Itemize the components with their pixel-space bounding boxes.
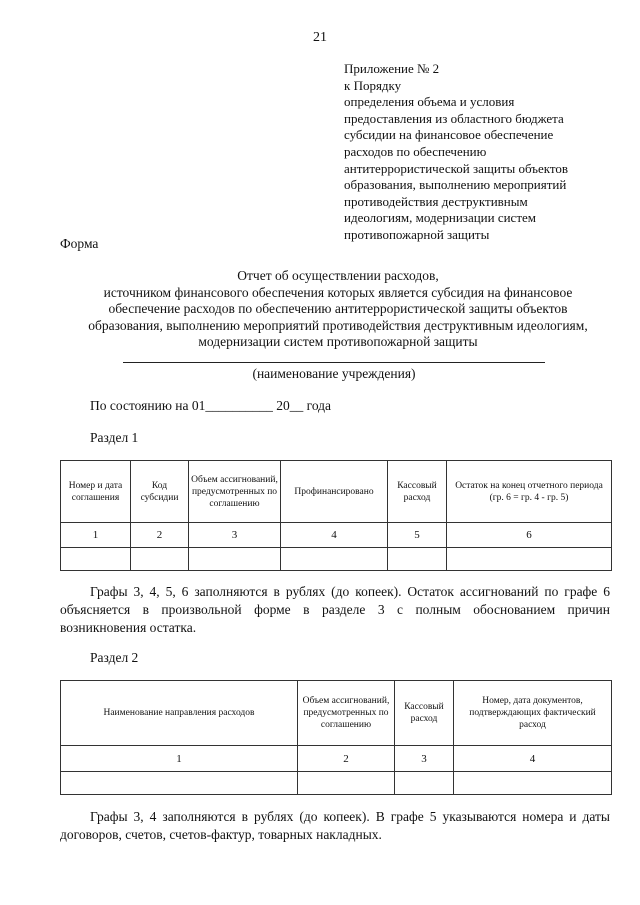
header-cell: Номер и дата соглашения (61, 461, 131, 523)
table-header-row (61, 681, 612, 746)
column-number: 3 (189, 523, 281, 548)
header-cell: Профинансировано (281, 461, 388, 523)
empty-cell[interactable] (61, 548, 131, 571)
appendix-line: противопожарной защиты (344, 226, 490, 242)
table-row (61, 548, 612, 571)
report-title (60, 268, 616, 351)
report-title-line: Отчет об осуществлении расходов, (237, 268, 439, 283)
appendix-line: к Порядку (344, 77, 402, 93)
table-row (61, 772, 612, 795)
section1-note (60, 583, 610, 637)
page-number: 21 (313, 30, 327, 45)
form-label: Форма (60, 236, 99, 251)
table-header-row (61, 461, 612, 523)
appendix-line: антитеррористической защиты объектов (344, 160, 569, 176)
note-line: Графы 3, 4, 5, 6 заполняются в рублях (до копеек). Остаток ассигнований по графе 6 (90, 584, 610, 599)
section2-note (60, 808, 610, 844)
appendix-line: противодействия деструктивным (344, 193, 528, 209)
header-cell: Наименование направления расходов (61, 681, 298, 746)
empty-cell[interactable] (281, 548, 388, 571)
empty-cell[interactable] (189, 548, 281, 571)
empty-cell[interactable] (454, 772, 612, 795)
appendix-line: идеологиям, модернизации систем (344, 210, 537, 226)
column-number: 3 (395, 746, 454, 772)
appendix-line: Приложение № 2 (344, 61, 440, 76)
empty-cell[interactable] (298, 772, 395, 795)
report-title-line: обеспечение расходов по обеспечению антитеррористической защиты объектов (108, 301, 568, 317)
empty-cell[interactable] (447, 548, 612, 571)
appendix-line: субсидии на финансовое обеспечение (344, 127, 554, 143)
column-number-row (61, 746, 612, 772)
column-number: 1 (61, 746, 298, 772)
report-title-line: образования, выполнению мероприятий противодействия деструктивным идеологиям, (88, 317, 588, 333)
empty-cell[interactable] (395, 772, 454, 795)
appendix-line: предоставления из областного бюджета (344, 110, 564, 126)
column-number: 4 (281, 523, 388, 548)
column-number-row (61, 523, 612, 548)
institution-caption: (наименование учреждения) (252, 366, 416, 381)
appendix-block (344, 61, 568, 244)
header-cell: Номер, дата документов, подтверждающих фактический расход (454, 681, 612, 746)
note-line: возникновения остатка. (60, 620, 197, 635)
institution-name-line[interactable] (123, 362, 545, 363)
report-title-line: модернизации систем противопожарной защиты (198, 334, 478, 350)
header-cell: Кассовый расход (395, 681, 454, 746)
section2-table (60, 680, 612, 795)
header-cell: Остаток на конец отчетного периода (гр. 6 = гр. 4 - гр. 5) (447, 461, 612, 523)
header-cell: Код субсидии (131, 461, 189, 523)
column-number: 4 (454, 746, 612, 772)
column-number: 5 (388, 523, 447, 548)
section1-table (60, 460, 612, 571)
report-title-line: источником финансового обеспечения которых является субсидия на финансовое (103, 284, 573, 300)
section1-title: Раздел 1 (90, 430, 139, 445)
as-of-date: По состоянию на 01__________ 20__ года (90, 398, 332, 413)
column-number: 1 (61, 523, 131, 548)
empty-cell[interactable] (61, 772, 298, 795)
section2-title: Раздел 2 (90, 650, 139, 665)
note-line: договоров, счетов, счетов-фактур, товарных накладных. (60, 827, 382, 842)
appendix-line: образования, выполнению мероприятий (344, 177, 567, 193)
note-line: объясняется в произвольной форме в разделе 3 с полным обоснованием причин (60, 602, 610, 617)
column-number: 2 (131, 523, 189, 548)
header-cell: Объем ассигнований, предусмотренных по соглашению (298, 681, 395, 746)
header-cell: Объем ассигнований, предусмотренных по соглашению (189, 461, 281, 523)
appendix-line: расходов по обеспечению (344, 143, 487, 159)
column-number: 6 (447, 523, 612, 548)
column-number: 2 (298, 746, 395, 772)
appendix-line: определения объема и условия (344, 94, 515, 110)
empty-cell[interactable] (131, 548, 189, 571)
note-line: Графы 3, 4 заполняются в рублях (до копеек). В графе 5 указываются номера и даты (90, 809, 610, 824)
empty-cell[interactable] (388, 548, 447, 571)
header-cell: Кассовый расход (388, 461, 447, 523)
